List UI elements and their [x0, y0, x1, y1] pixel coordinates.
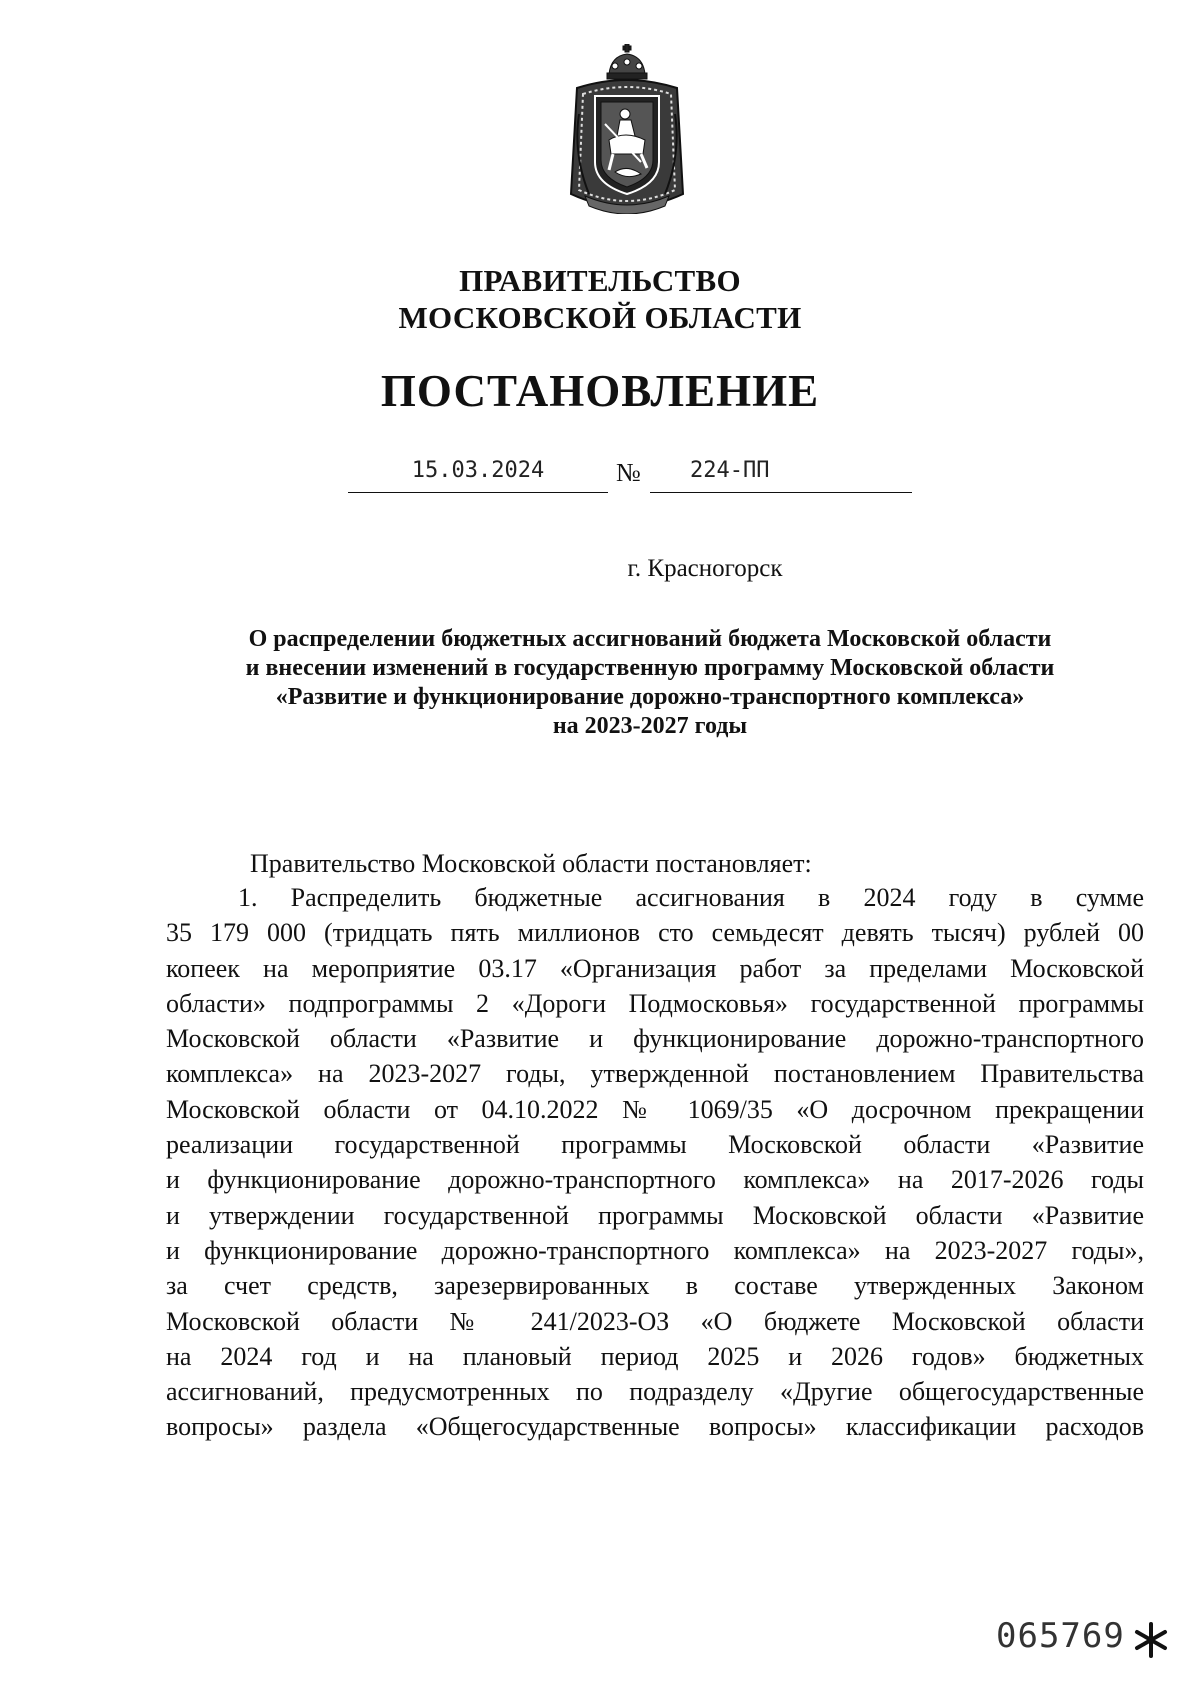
body-line: вопросы» раздела «Общегосударственные вопросы» классификации расходов [166, 1412, 1144, 1442]
body-line: Московской области № 241/2023-ОЗ «О бюджете Московской области [166, 1306, 1144, 1336]
body-line: за счет средств, зарезервированных в составе утвержденных Законом [166, 1271, 1144, 1301]
body-line: Московской области «Развитие и функционирование дорожно-транспортного [166, 1024, 1144, 1054]
body-line: 35 179 000 (тридцать пять миллионов сто семьдесят девять тысяч) рублей 00 [166, 918, 1144, 948]
body-line: ассигнований, предусмотренных по подразделу «Другие общегосударственные [166, 1377, 1144, 1407]
document-number-value: 224-ПП [690, 458, 770, 483]
serial-number: 065769 [996, 1616, 1125, 1656]
subject-line: О распределении бюджетных ассигнований бюджета Московской области [248, 626, 1052, 652]
body-line: области» подпрограммы 2 «Дороги Подмосковья» государственной программы [166, 988, 1144, 1018]
asterisk-icon [1134, 1620, 1168, 1660]
body-line: и функционирование дорожно-транспортного комплекса» на 2017-2026 годы [166, 1165, 1144, 1195]
body-line: на 2024 год и на плановый период 2025 и 2026 годов» бюджетных [166, 1341, 1144, 1371]
document-type-title: ПОСТАНОВЛЕНИЕ [380, 366, 820, 416]
body-line: Московской области от 04.10.2022 № 1069/35 «О досрочном прекращении [166, 1094, 1144, 1124]
document-date [348, 458, 608, 493]
government-name-line1: ПРАВИТЕЛЬСТВО [459, 263, 741, 298]
document-number [650, 458, 912, 493]
body-paragraph [166, 880, 1144, 1445]
body-line: копеек на мероприятие 03.17 «Организация работ за пределами Московской [166, 953, 1144, 983]
body-line: и утверждении государственной программы Московской области «Развитие [166, 1200, 1144, 1230]
body-line: 1. Распределить бюджетные ассигнования в 2024 году в сумме [238, 883, 1144, 912]
subject-line: и внесении изменений в государственную программу Московской области [245, 655, 1055, 681]
subject-line: «Развитие и функционирование дорожно-транспортного комплекса» [275, 684, 1025, 710]
government-name-line2: МОСКОВСКОЙ ОБЛАСТИ [398, 300, 802, 335]
number-sign: № [616, 458, 641, 487]
coat-of-arms-icon [565, 44, 689, 214]
city-name: г. Красногорск [627, 555, 783, 582]
body-line: и функционирование дорожно-транспортного комплекса» на 2023-2027 годы», [166, 1235, 1144, 1265]
body-line: реализации государственной программы Московской области «Развитие [166, 1130, 1144, 1160]
subject-line: на 2023-2027 годы [552, 713, 748, 739]
document-date-value: 15.03.2024 [411, 458, 545, 483]
body-line: комплекса» на 2023-2027 годы, утвержденной постановлением Правительства [166, 1059, 1144, 1089]
document-subject [160, 625, 1140, 741]
preamble-text: Правительство Московской области постановляет: [250, 849, 812, 878]
